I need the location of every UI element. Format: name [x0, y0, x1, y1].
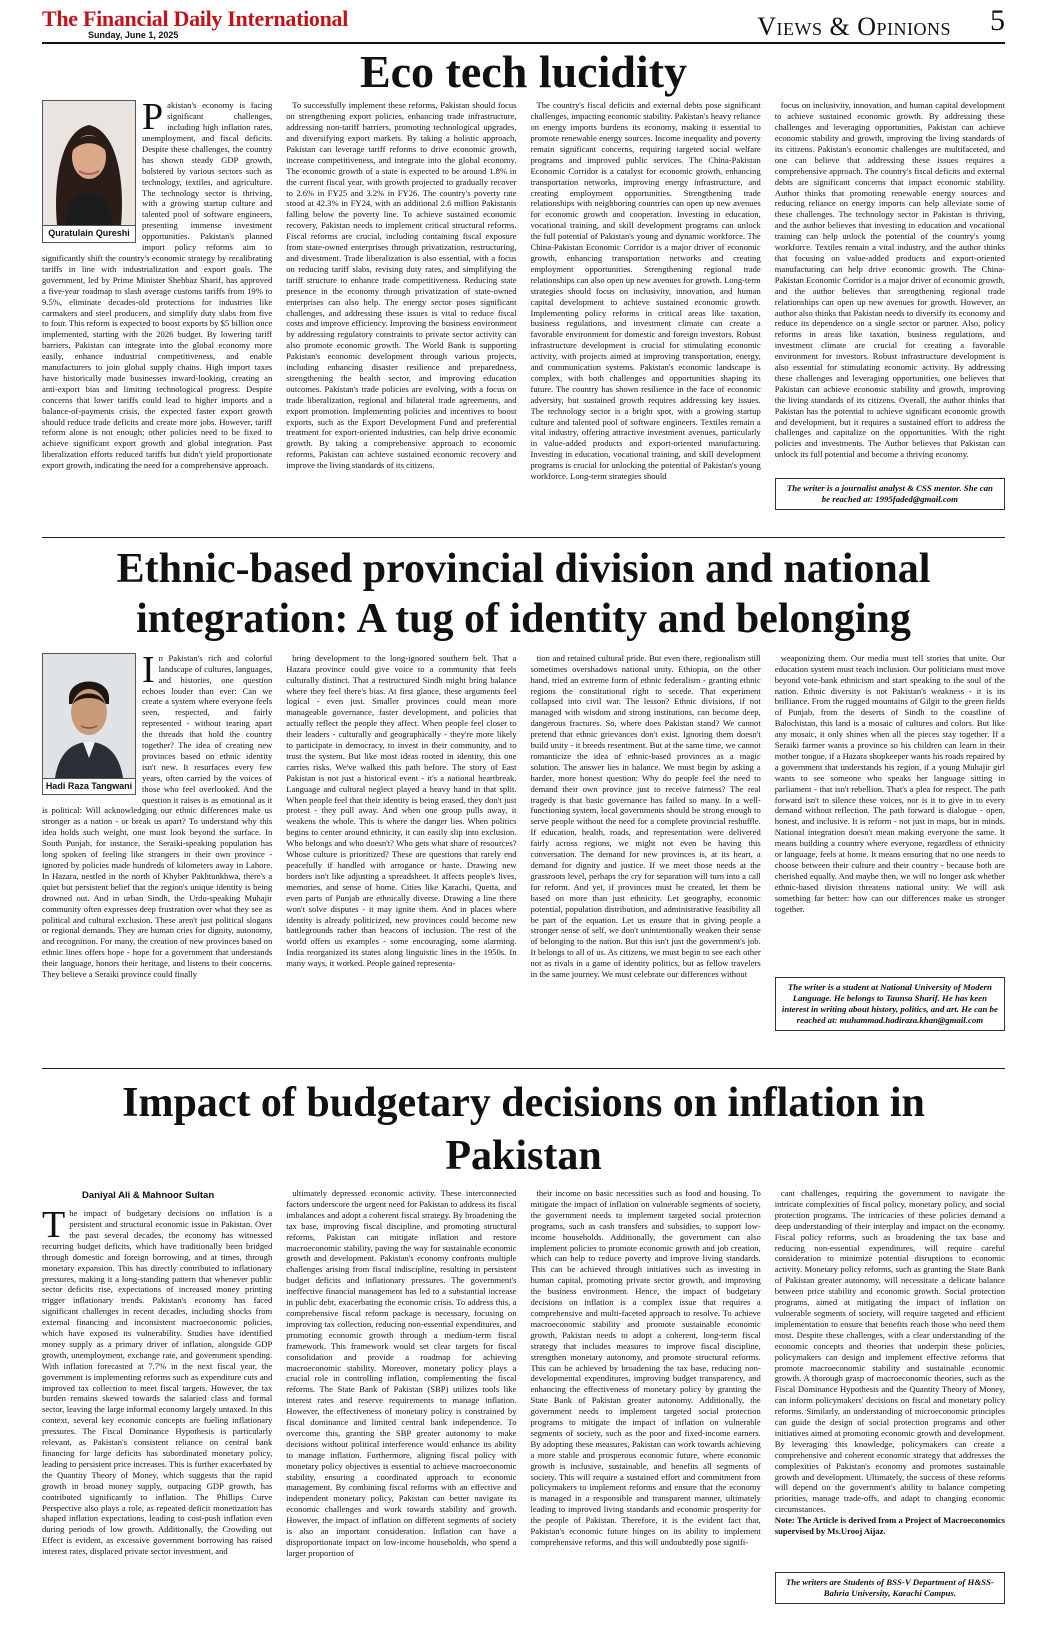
author-photo-frame [42, 653, 136, 795]
author-caption: Quratulain Qureshi [43, 225, 135, 241]
article-column [286, 100, 516, 520]
article-column [531, 653, 761, 1045]
author-bio-box: The writer is a student at National University of Modern Language. He belongs to Taunsa Sharif. He has keen interest in writing about history, politics, and art. He can be reached at: muhammad.hadiraza.khan@gmail.com [775, 977, 1005, 1031]
article-column [775, 653, 1005, 1045]
paper-name: The Financial Daily International [42, 6, 349, 31]
article-column [42, 100, 272, 520]
column-text: n Pakistan's rich and colorful landscape of cultures, languages, and histories, one question echoes louder than ever: Can we create a system where everyone feels seen, respected, and fairly represented - without tearing apart the threads that hold the country together? The idea of creating new provinces based on ethnic identity isn't new. It resurfaces every few years, often carried by the voices of those who feel overlooked. And the question it raises is as emotional as it is political: Will acknowledging our ethnic differences make us stronger as a nation - or break us apart? To understand why this idea holds such weight, one must look beyond the surface. In South Punjab, for instance, the Seraiki-speaking population has long spoken of feeling like strangers in their own province - ignored by policies made hundreds of kilometers away in Lahore. In Hazara, nestled in the north of Khyber Pakhtunkhwa, there's a quiet but persistent belief that the region's unique identity is being drowned out. And in urban Sindh, the Urdu-speaking Muhajir community often expresses deep frustration over what they see as political and cultural exclusion. These aren't just political slogans or regional demands. They are human cries for dignity, autonomy, and recognition. For many, the creation of new provinces based on ethnic lines offers hope - hope for a government that understands their language, honors their heritage, and listens to their concerns. They believe a Seraiki province could finally [42, 652, 273, 980]
byline: Daniyal Ali & Mahnoor Sultan [82, 1190, 215, 1201]
article-column [775, 1188, 1005, 1628]
author-bio-box: The writer is a journalist analyst & CSS mentor. She can be reached at: 1995faded@gmail.com [775, 478, 1005, 510]
column-text: he impact of budgetary decisions on inflation is a persistent and structural economic issue in Pakistan. Over the past several decades, the economy has witnessed recurring budget deficits, which have traditionally been bridged through domestic and foreign borrowing, and at times, through monetary expansion. This has directly contributed to inflationary pressures, making it a long-standing pattern that whenever public sector deficits rise, expectations of increased money printing trigger inflationary trends. Pakistan's economy has faced significant challenges in recent decades, including shocks from external financing and inconsistent macroeconomic policies, which have exposed its vulnerability. Studies have identified money supply as a primary driver of inflation, alongside GDP growth, unemployment, exchange rate, and government spending. With inflation forecasted at 7.7% in the next fiscal year, the government is implementing reforms such as expenditure cuts and improved tax collection to meet fiscal targets. However, the tax burden remains skewed towards the salaried class and formal sector, leaving the large informal economy largely untaxed. In this context, several key economic concepts are fueling inflationary pressures. The Fiscal Dominance Hypothesis is particularly relevant, as Pakistan's consistent reliance on central bank financing for large deficits has subordinated monetary policy, leading to persistent price increases. This is further exacerbated by the Quantity Theory of Money, which suggests that the rapid growth in broad money supply, outpacing GDP growth, has contributed significantly to inflation. The Phillips Curve Perspective also plays a role, as repeated deficit monetization has shaped inflation expectations, leading to cost-push inflation even during periods of low growth. Additionally, the Crowding out Effect is evident, as excessive government borrowing has raised interest rates, displaced private sector investment, and [42, 1208, 273, 1557]
author-caption: Hadi Raza Tangwani [43, 778, 135, 794]
article-eco-tech [42, 44, 1005, 538]
column-text: weaponizing them. Our media must tell stories that unite. Our education system must teach inclusion. Our politicians must move beyond vote-bank ethnicism and start speaking to the soul of the nation. Ethnic diversity is not Pakistan's weakness - it is its brilliance. From the rugged mountains of Gilgit to the green fields of Punjab, from the deserts of Sindh to the coastline of Balochistan, this land is a mosaic of cultures and colors. But like any mosaic, it only shines when all the pieces stay together. If a Seraiki farmer wants a province so his children can learn in their mother tongue, if a Hazara shopkeeper wants his roads repaired by a government that understands his region, if a young Muhajir girl wants to see someone who speaks her language sitting in parliament - that isn't rebellion. That's a plea for respect. The path forward isn't to silence these voices, nor is it to give in to every demand without reflection. The path forward is dialogue - open, honest, and inclusive. It is reform - not just in maps, but in minds. National integration doesn't mean making everyone the same. It means building a country where everyone, regardless of ethnicity or language, feels at home. It means ensuring that no one needs to choose between their culture and their country - because both are cherished equally. And maybe then, we will no longer ask whether ethnic-based division threatens national unity. We will ask something far better: how can our differences make us stronger together. [774, 652, 1005, 914]
article-column [42, 1188, 272, 1628]
masthead [42, 6, 1005, 44]
author-bio-box: The writers are Students of BSS-V Department of H&SS- Bahria University, Karachi Campus. [775, 1572, 1005, 1604]
article-column [531, 1188, 761, 1628]
column-text: To successfully implement these reforms, Pakistan should focus on strengthening export policies, enhancing trade infrastructure, addressing non-tariff barriers, promoting technological upgrades, and diversifying export markets. By taking a holistic approach, Pakistan can leverage tariff reforms to drive economic growth, increase competitiveness, and integrate into the global economy. The economic growth of a state is expected to be around 1.8% in the current fiscal year, with growth projected to gradually recover to 2.6% in FY25 and 3.2% in FY26. The country's poverty rate stood at 42.3% in FY24, with an additional 2.6 million Pakistanis falling below the poverty line. To achieve sustained economic recovery, Pakistan needs to implement critical structural reforms. Fiscal reforms are crucial, including containing fiscal exposure from state-owned enterprises through privatization, restructuring, and divestment. Trade liberalization is also essential, with a focus on reducing tariff slabs, revising duty rates, and simplifying the tariff structure to enhance trade competitiveness. Reducing state presence in the economy through privatization of state-owned enterprises can also help. The energy sector poses significant challenges, and addressing these issues is vital to reduce fiscal costs and improve efficiency. Improving the business environment by addressing regulatory constraints to private sector activity can also promote economic growth. The World Bank is supporting Pakistan's economic development through various projects, including enhancing disaster resilience and preparedness, strengthening the health sector, and improving education outcomes. Pakistan's trade policies are evolving, with a focus on trade liberalization, regional and bilateral trade agreements, and export promotion. Implementing policies and incentives to boost exports, such as the Export Development Fund and preferential treatment for export-oriented industries, can help drive economic growth. By taking a comprehensive approach to economic reforms, Pakistan can achieve sustained economic recovery and improve the living standards of its citizens. [286, 100, 517, 471]
article-ethnic-division [42, 538, 1005, 1069]
column-text: The country's fiscal deficits and external debts pose significant challenges, impacting economic stability. Pakistan's heavy reliance on energy imports burdens its economy, making it essential to promote renewable energy sources. Income inequality and poverty remain significant concerns, requiring targeted social welfare programs and improved public services. The China-Pakistan Economic Corridor is a catalyst for economic growth, enhancing transportation networks, improving energy infrastructure, and creating employment opportunities. Strengthening trade relationships with neighboring countries can open up new avenues for economic growth and cooperation. Investing in education, vocational training, and skill development programs can unlock the full potential of Pakistan's young and dynamic workforce. The China-Pakistan Economic Corridor is a major driver of economic growth, enhancing transportation networks and creating employment opportunities. Strengthening regional trade relationships can also open up new avenues for growth. Long-term strategies should focus on inclusivity, innovation, and human capital development to achieve sustained economic growth. Implementing policy reforms in critical areas like taxation, business regulations, and investment climate can create a favorable environment for domestic and foreign investors. Robust infrastructure development is crucial for stimulating economic activity, with projects aimed at improving transportation, energy, and communication systems. Pakistan's economic landscape is complex, with both challenges and opportunities shaping its future. The country has shown resilience in the face of economic adversity, but sustained growth requires addressing key issues. The technology sector is a bright spot, with a growing startup culture and talented pool of software engineers. Textiles remain a vital industry, offering attractive investment avenues, particularly in value-added products and export-oriented manufacturing. Investing in education, vocational training, and skill development programs is crucial for unlocking the potential of Pakistan's young workforce. Long-term strategies should [530, 100, 761, 482]
author-photo [43, 101, 135, 225]
article-column [42, 653, 272, 1045]
article-budget-inflation [42, 1069, 1005, 1637]
article-note: Note: The Article is derived from a Project of Macroeconomics supervised by Ms.Urooj Aijaz. [774, 1515, 1005, 1537]
column-text: tion and retained cultural pride. But even there, regionalism still sometimes overshadows national unity. Ethiopia, on the other hand, tried an extreme form of ethnic federalism - granting ethnic regions the constitutional right to secede. That experiment collapsed into civil war. The lesson? Ethnic divisions, if not managed with wisdom and strong institutions, can become deep, dangerous fractures. So, where does Pakistan stand? We cannot pretend that ethnic grievances don't exist. Ignoring them doesn't build unity - it breeds resentment. But at the same time, we cannot romanticize the idea of ethnic-based provinces as a magic solution. The answer lies in balance. We must begin by asking a harder, more honest question: Why do people feel the need to demand their own province just to receive fairness? The real tragedy is that basic governance has failed so many. In a well-functioning system, local governments should be strong enough to serve people without the need for a complete provincial reshuffle. If education, health, roads, and representation were delivered fairly across regions, we might not even be having this conversation. The demand for new provinces is, at its heart, a demand for dignity and justice. If we meet those needs at the grassroots level, perhaps the cry for separation will turn into a call for reform. And yet, if provinces must be created, let them be based on more than just ethnicity. Let geography, economic potential, population distribution, and administrative feasibility all be part of the equation. Let us ensure that in giving people a stronger sense of self, we don't unintentionally weaken their sense of belonging to the nation. But this isn't just the government's job. It belongs to all of us. As citizens, we must begin to see each other not as rivals in a game of identity politics, but as fellow travelers in the same journey. We must celebrate our differences without [530, 652, 761, 980]
section-title: Views & Opinions [757, 12, 951, 41]
column-text: focus on inclusivity, innovation, and human capital development to achieve sustained economic growth. By addressing these challenges and leveraging opportunities, Pakistan can achieve economic stability and growth, improving the living standards of its citizens. Pakistan's economic challenges are multifaceted, and one can believe that addressing these issues requires a comprehensive approach. The country's fiscal deficits and external debts are significant concerns that impact economic stability. Author thinks that promoting renewable energy sources and reducing reliance on energy imports can help alleviate some of these challenges. The technology sector in Pakistan is thriving, and the author believes that investing in education and vocational training can help unlock the potential of the country's young workforce. Textiles remain a vital industry, and the author thinks that focusing on value-added products and export-oriented manufacturing can help drive economic growth. The China-Pakistan Economic Corridor is a major driver of economic growth, and the author believes that strengthening regional trade relationships can open up new avenues for growth. However, an author also thinks that Pakistan needs to diversify its economy and reduce its dependence on a single sector or partner. Also, policy reforms in areas like taxation, business regulations, and investment climate are crucial for creating a favorable environment for investors. Robust infrastructure development is also essential for stimulating economic activity. By addressing these challenges and leveraging opportunities, one believes that Pakistan can achieve economic stability and growth, improving the living standards of its citizens. Overall, the author thinks that Pakistan has the potential to achieve significant economic growth and development, but it requires a sustained effort to address the challenges and capitalize on the opportunities. With the right policies and investments. The Author believes that Pakistan can unlock its full potential and become a thriving economy. [774, 100, 1005, 460]
issue-date: Sunday, June 1, 2025 [88, 30, 179, 40]
column-text: cant challenges, requiring the government to navigate the intricate complexities of fiscal policy, monetary policy, and social protection programs. The intricacies of these policies demand a deep understanding of their interplay and impact on the economy. Fiscal policy reforms, such as broadening the tax base and reducing non-essential expenditures, will require careful consideration to minimize potential disruptions to economic activity. Monetary policy reforms, such as granting the State Bank of Pakistan greater autonomy, will necessitate a delicate balance between price stability and economic growth. Social protection programs, aimed at mitigating the impact of inflation on vulnerable segments of society, will require targeted and efficient implementation to ensure that benefits reach those who need them most. Despite these challenges, with a clear understanding of the economic concepts and theories that underpin these policies, policymakers can design and implement effective reforms that promote macroeconomic stability and sustainable economic growth. A thorough grasp of macroeconomic theories, such as the Fiscal Dominance Hypothesis and the Quantity Theory of Money, can inform policymakers' decisions on fiscal and monetary policy reforms. Similarly, an understanding of microeconomic principles can guide the design of social protection programs and other initiatives aimed at promoting economic growth and development. By leveraging this knowledge, policymakers can create a comprehensive and coherent economic strategy that addresses the complexities of Pakistan's economy and promotes sustainable growth and development. Ultimately, the success of these reforms will depend on the government's ability to balance competing priorities, manage trade-offs, and adapt to changing economic circumstances. [774, 1188, 1005, 1515]
drop-cap: I [142, 652, 155, 691]
article-column [286, 653, 516, 1045]
article-headline: Ethnic-based provincial division and national integration: A tug of identity and belonging [116, 546, 931, 643]
author-photo-frame [42, 100, 136, 242]
article-headline: Impact of budgetary decisions on inflation in Pakistan [122, 1080, 925, 1179]
column-text: their income on basic necessities such as food and housing. To mitigate the impact of inflation on vulnerable segments of society, the government needs to implement targeted social protection programs, such as cash transfers and subsidies, to support low-income households. Additionally, the government can also implement policies to promote economic growth and job creation, which can help to reduce poverty and improve living standards. This can be achieved through initiatives such as investing in human capital, promoting private sector growth, and improving the business environment. Hence, the impact of budgetary decisions on inflation is a complex issue that requires a comprehensive and multi-faceted approach to resolve. To achieve macroeconomic stability and promote sustainable economic growth, Pakistan needs to adopt a coherent, long-term fiscal strategy that includes measures to improve fiscal discipline, strengthen monetary autonomy, and promote structural reforms. This can be achieved by broadening the tax base, reducing non-developmental expenditures, improving budget transparency, and enhancing the effectiveness of monetary policy by granting the State Bank of Pakistan greater autonomy. Additionally, the government needs to implement targeted social protection programs to mitigate the impact of inflation on vulnerable segments of society, such as the poor and fixed-income earners. By adopting these measures, Pakistan can work towards achieving a more stable and prosperous economic future, where economic growth is inclusive, sustainable, and benefits all segments of society. This will require a sustained effort and commitment from policymakers to implement reforms and ensure that the economy is managed in a responsible and transparent manner, ultimately leading to improved living standards and economic prosperity for the people of Pakistan. Therefore, it is the evident fact that, Pakistan's economic future hinges on its ability to implement comprehensive reforms, and this will undoubtedly pose signifi- [530, 1188, 761, 1547]
author-photo [43, 654, 135, 778]
article-headline: Eco tech lucidity [359, 46, 688, 97]
article-column [775, 100, 1005, 520]
article-column [286, 1188, 516, 1628]
column-text: ultimately depressed economic activity. These interconnected factors underscore the urgent need for Pakistan to address its fiscal imbalances and adopt a coherent fiscal strategy. By broadening the tax base, improving fiscal discipline, and promoting structural reforms, Pakistan can mitigate inflation and restore macroeconomic stability, paving the way for sustainable economic growth and development. Pakistan's economy confronts multiple challenges arising from fiscal indiscipline, resulting in persistent budget deficits and inflationary pressures. The government's ineffective financial management has led to a substantial increase in public debt, exacerbating the economic crisis. To address this, a comprehensive fiscal reform package is necessary, focusing on improving tax collection, reducing non-essential expenditures, and promoting economic growth through a medium-term fiscal framework. This framework would set clear targets for fiscal consolidation and provide a roadmap for achieving macroeconomic stability. Moreover, monetary policy plays a crucial role in controlling inflation, complementing the fiscal reforms. The State Bank of Pakistan (SBP) utilizes tools like interest rates and reserve requirements to manage inflation. However, the effectiveness of monetary policy is constrained by fiscal dominance and limited central bank independence. To overcome this, granting the SBP greater autonomy to make decisions without political interference would enhance its ability to manage inflation. Furthermore, aligning fiscal policy with monetary policy objectives is essential to achieve macroeconomic stability, ensuring a coordinated approach to economic management. By combining fiscal reforms with an effective and independent monetary policy, Pakistan can better navigate its economic challenges and work towards stability and growth. However, the impact of inflation on different segments of society is also an important consideration. Inflation can have a disproportionate impact on low-income households, who spend a larger proportion of [286, 1188, 517, 1558]
column-text: akistan's economy is facing significant challenges, including high inflation rates, unemployment, and fiscal deficits. Despite these challenges, the country has shown steady GDP growth, bolstered by various sectors such as technology, textiles, and agriculture. The technology sector is thriving, with a growing startup culture and talented pool of software engineers, presenting immense investment opportunities. Pakistan's planned import policy reforms aim to significantly shift the country's economic strategy by recalibrating tariffs in line with industrialization and export goals. The government, led by Prime Minister Shehbaz Sharif, has approved a five-year roadmap to slash average customs tariffs from 19% to 9.5%, eliminate decades-old protections for industries like carmakers and steel producers, and simplify duty slabs from five to four. This reform is expected to boost exports by $5 billion once implemented, starting with the 2026 budget. By lowering tariff barriers, Pakistan can integrate into the global economy more easily, enhance industrial competitiveness, and enable manufacturers to join global supply chains. High import taxes have historically made businesses inward-looking, creating an anti-export bias and limiting technological progress. Despite concerns that lower tariffs could lead to higher imports and a balance-of-payments crisis, the expected faster export growth should reduce trade deficits and create more jobs. However, tariff reform alone is not enough; other policies need to be fixed to achieve significant export growth and global integration. Past liberalization efforts reduced tariffs but didn't yield proportionate export growth, indicating the need for a comprehensive approach. [42, 100, 273, 471]
column-text: bring development to the long-ignored southern belt. That a Hazara province could give voice to a community that feels culturally distinct. That a restructured Sindh might bring balance where they feel there's bias. At first glance, these arguments feel logical - even just. Smaller provinces could mean more manageable governance, faster development, and policies that actually reflect the people they affect. When people feel closer to their leaders - culturally and geographically - they're more likely to participate in democracy, to invest in their community, and to trust the system. But like most ideas rooted in identity, this one carries risks. We've walked this path before. The story of East Pakistan is not just a historical event - it's a national heartbreak. Language and cultural neglect played a heavy hand in that split. When people feel that their identity is being erased, they don't just protest - they pull away. And when one group pulls away, it weakens the whole. This is where the danger lies. When politics begins to center around ethnicity, it can easily slip into exclusion. Who belongs and who doesn't? Who gets what share of resources? Whose culture is prioritized? These are questions that rarely end peacefully if handled with arrogance or haste. Drawing new borders isn't like adjusting a spreadsheet. It affects people's lives, memories, and sense of home. Cities like Karachi, Quetta, and even parts of Punjab are ethnically diverse. Drawing a line there won't solve disputes - it may ignite them. And in places where identity is already politicized, new provinces could become new battlegrounds rather than beacons of inclusion. The rest of the world offers us examples - some encouraging, some alarming. India reorganized its states along linguistic lines in the 1950s. In many ways, it worked. People gained representa- [286, 652, 517, 969]
article-column [531, 100, 761, 520]
drop-cap: P [142, 100, 164, 139]
drop-cap: T [42, 1204, 66, 1247]
page-number: 5 [990, 4, 1005, 37]
